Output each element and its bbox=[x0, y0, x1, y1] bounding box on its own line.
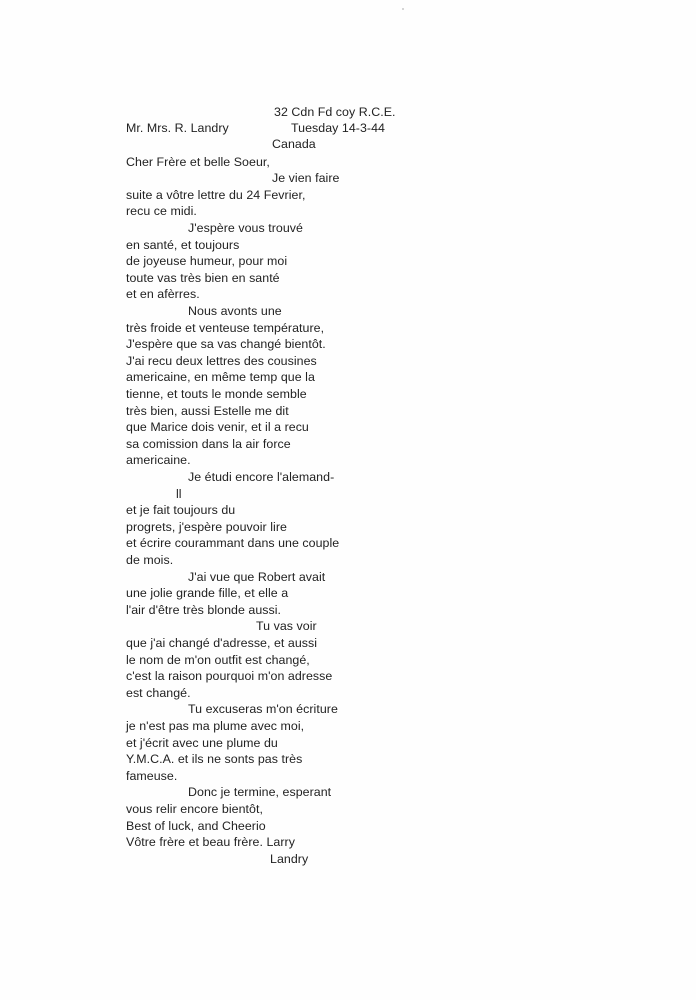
body-line: je n'est pas ma plume avec moi, bbox=[126, 719, 305, 733]
body-line: americaine. bbox=[126, 453, 191, 467]
body-line: toute vas très bien en santé bbox=[126, 271, 280, 285]
body-line: c'est la raison pourquoi m'on adresse bbox=[126, 669, 333, 683]
body-line: fameuse. bbox=[126, 769, 178, 783]
body-line: J'ai vue que Robert avait bbox=[188, 570, 326, 584]
body-line: Tu vas voir bbox=[256, 619, 317, 633]
body-line: et je fait toujours du bbox=[126, 503, 236, 517]
unit-address: 32 Cdn Fd coy R.C.E. bbox=[274, 105, 396, 119]
body-line: Nous avonts une bbox=[188, 304, 282, 318]
body-line: Best of luck, and Cheerio bbox=[126, 819, 266, 833]
body-line: recu ce midi. bbox=[126, 204, 197, 218]
body-line: J'espère que sa vas changé bientôt. bbox=[126, 337, 326, 351]
country: Canada bbox=[272, 137, 316, 151]
body-line: sa comission dans la air force bbox=[126, 437, 291, 451]
body-line: très bien, aussi Estelle me dit bbox=[126, 404, 289, 418]
body-line: une jolie grande fille, et elle a bbox=[126, 586, 289, 600]
salutation: Cher Frère et belle Soeur, bbox=[126, 155, 270, 169]
body-line: et j'écrit avec une plume du bbox=[126, 736, 278, 750]
body-line: tienne, et touts le monde semble bbox=[126, 387, 307, 401]
body-line: Je vien faire bbox=[272, 171, 340, 185]
letter-date: Tuesday 14-3-44 bbox=[291, 121, 385, 135]
signature-name: Landry bbox=[270, 852, 309, 866]
body-line: ll bbox=[176, 487, 182, 501]
body-line: J'espère vous trouvé bbox=[188, 221, 303, 235]
body-line: Vôtre frère et beau frère. Larry bbox=[126, 835, 295, 849]
body-line: progrets, j'espère pouvoir lire bbox=[126, 520, 287, 534]
body-line: de mois. bbox=[126, 553, 174, 567]
recipient-name: Mr. Mrs. R. Landry bbox=[126, 121, 229, 135]
body-line: Je étudi encore l'alemand- bbox=[188, 470, 335, 484]
body-line: americaine, en même temp que la bbox=[126, 370, 315, 384]
body-line: de joyeuse humeur, pour moi bbox=[126, 254, 288, 268]
body-line: Tu excuseras m'on écriture bbox=[188, 702, 338, 716]
body-line: et écrire courammant dans une couple bbox=[126, 536, 340, 550]
body-line: Y.M.C.A. et ils ne sonts pas très bbox=[126, 752, 303, 766]
body-line: est changé. bbox=[126, 686, 191, 700]
body-line: que j'ai changé d'adresse, et aussi bbox=[126, 636, 318, 650]
body-line: le nom de m'on outfit est changé, bbox=[126, 653, 310, 667]
body-line: vous relir encore bientôt, bbox=[126, 802, 263, 816]
body-line: suite a vôtre lettre du 24 Fevrier, bbox=[126, 188, 306, 202]
body-line: en santé, et toujours bbox=[126, 238, 240, 252]
body-line: que Marice dois venir, et il a recu bbox=[126, 420, 309, 434]
body-line: Donc je termine, esperant bbox=[188, 785, 332, 799]
body-line: très froide et venteuse température, bbox=[126, 321, 325, 335]
body-line: J'ai recu deux lettres des cousines bbox=[126, 354, 317, 368]
body-line: et en afèrres. bbox=[126, 287, 200, 301]
body-line: l'air d'être très blonde aussi. bbox=[126, 603, 282, 617]
scan-speck bbox=[402, 8, 404, 10]
